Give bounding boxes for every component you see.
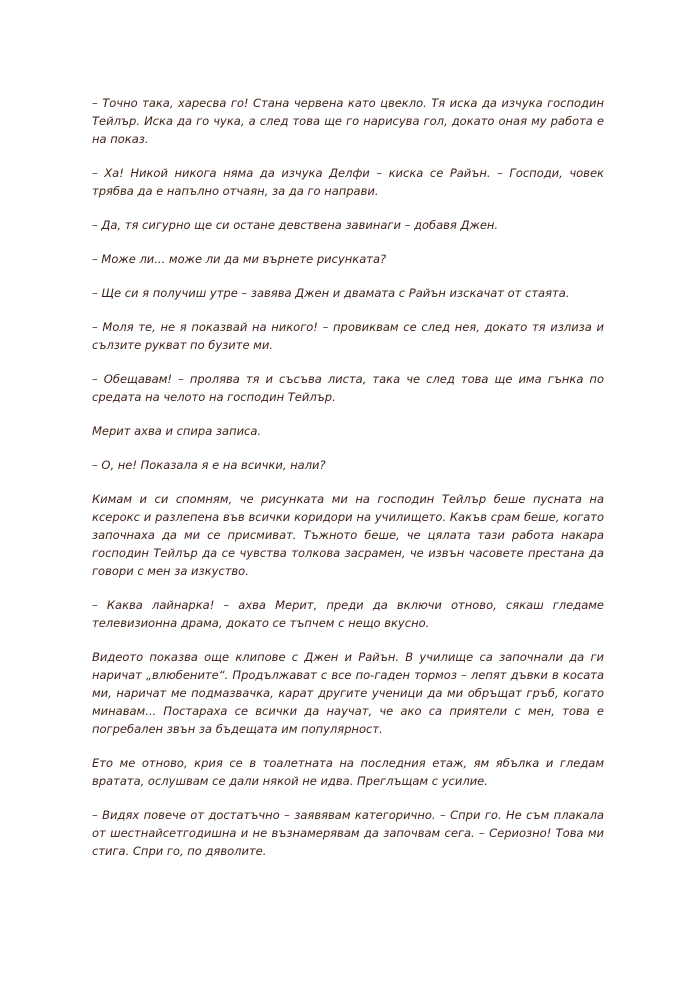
paragraph: – О, не! Показала я е на всички, нали? (92, 458, 326, 472)
paragraph: Видеото показва още клипове с Джен и Райън. В училище са започнали да ги наричат „влюбените“. Продължават с все по-гаден тормоз – лепят дъвки в косата ми, наричат ме подмазвачка, карат другите ученици да ми обръщат гръб, когато минавам... Постараха се всички да научат, че ако са приятели с мен, това е погребален звън за бъдещата им популярност. (92, 650, 604, 736)
paragraph: – Ха! Никой никога няма да изчука Делфи – киска се Райън. – Господи, човек трябва да е напълно отчаян, за да го направи. (92, 166, 604, 198)
paragraph: Кимам и си спомням, че рисунката ми на господин Тейлър беше пусната на ксерокс и разлепена във всички коридори на училището. Какъв срам беше, когато започнаха да ми се присмиват. Тъжното беше, че цялата тази работа накара господин Тейлър да се чувства толкова засрамен, че извън часовете престана да говори с мен за изкуство. (92, 492, 604, 578)
paragraph: – Обещавам! – пролява тя и съсъва листа, така че след това ще има гънка по средата на челото на господин Тейлър. (92, 372, 604, 404)
paragraph: – Точно така, харесва го! Стана червена като цвекло. Тя иска да изчука господин Тейлър. Иска да го чука, а след това ще го нарисува гол, докато оная му работа е на показ. (92, 96, 604, 146)
paragraph: Ето ме отново, крия се в тоалетната на последния етаж, ям ябълка и гледам вратата, ослушвам се дали някой не идва. Преглъщам с усилие. (92, 756, 604, 788)
paragraph: – Видях повече от достатъчно – заявявам категорично. – Спри го. Не съм плакала от шестнайсетгодишна и не възнамерявам да започвам сега. – Сериозно! Това ми стига. Спри го, по дяволите. (92, 808, 604, 858)
paragraph: – Моля те, не я показвай на никого! – провиквам се след нея, докато тя излиза и сълзите рукват по бузите ми. (92, 320, 604, 352)
paragraph: – Каква лайнарка! – ахва Мерит, преди да включи отново, сякаш гледаме телевизионна драма, докато се тъпчем с нещо вкусно. (92, 598, 604, 630)
document-page (92, 94, 604, 876)
paragraph: – Може ли... може ли да ми върнете рисунката? (92, 252, 387, 266)
paragraph: – Ще си я получиш утре – завява Джен и двамата с Райън изскачат от стаята. (92, 286, 570, 300)
paragraph: Мерит ахва и спира записа. (92, 424, 262, 438)
paragraph: – Да, тя сигурно ще си остане девствена завинаги – добавя Джен. (92, 218, 499, 232)
